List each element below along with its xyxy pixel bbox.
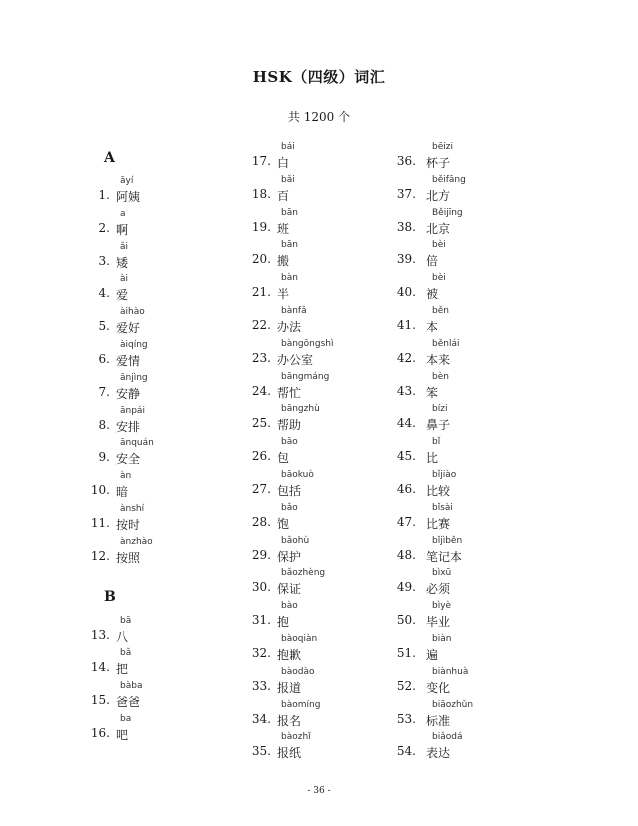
entry-number: 48. (396, 547, 416, 562)
chinese-word: 阿姨 (116, 190, 141, 204)
vocab-entry (243, 667, 383, 699)
vocab-entry (243, 503, 383, 535)
entry-number: 42. (396, 350, 416, 365)
entry-number: 24. (251, 383, 271, 398)
pinyin: biàn (432, 634, 452, 644)
chinese-word: 安静 (116, 386, 141, 401)
chinese-word: 按时 (116, 518, 141, 532)
chinese-word: 把 (116, 662, 129, 677)
entry-number: 39. (396, 252, 416, 267)
chinese-word: 遍 (426, 648, 439, 662)
pinyin: bāngzhù (281, 404, 320, 415)
chinese-word: 本 (426, 320, 439, 334)
vocab-entry (388, 667, 528, 699)
pinyin: ànshí (120, 504, 145, 514)
pinyin: bǐjiào (432, 470, 457, 480)
chinese-word: 保护 (277, 549, 302, 564)
entry-number: 15. (90, 693, 110, 708)
chinese-word: 倍 (426, 254, 439, 269)
entry-number: 5. (98, 319, 110, 334)
chinese-word: 八 (116, 629, 129, 644)
chinese-word: 百 (277, 188, 290, 203)
pinyin: bēizi (432, 142, 453, 152)
vocab-entry (388, 306, 528, 338)
vocab-entry (388, 634, 528, 666)
entry-number: 54. (396, 744, 416, 759)
pinyin: bèn (432, 371, 449, 382)
entry-number: 23. (251, 350, 271, 365)
entry-number: 11. (90, 516, 110, 530)
pinyin: āyí (120, 176, 134, 186)
vocab-entry (82, 438, 222, 470)
vocab-entry (243, 273, 383, 305)
vocab-entry (388, 372, 528, 404)
chinese-word: 包括 (277, 484, 302, 498)
pinyin: bèi (432, 240, 446, 251)
entry-number: 1. (98, 188, 110, 202)
chinese-word: 报名 (277, 713, 302, 728)
vocab-entry (388, 470, 528, 502)
pinyin: biànhuà (432, 666, 469, 677)
entry-number: 14. (90, 660, 110, 675)
pinyin: bàozhǐ (281, 732, 311, 743)
pinyin: bàn (281, 273, 298, 284)
vocab-entry (82, 340, 222, 372)
page-number: - 36 - (307, 786, 331, 796)
chinese-word: 变化 (426, 680, 451, 695)
entry-number: 46. (396, 482, 416, 496)
entry-number: 9. (98, 450, 110, 465)
entry-number: 37. (396, 186, 416, 201)
chinese-word: 毕业 (426, 615, 451, 630)
vocab-entry (82, 504, 222, 536)
entry-number: 31. (251, 613, 271, 628)
pinyin: àn (120, 471, 132, 482)
entry-number: 43. (396, 383, 416, 398)
vocab-entry (243, 208, 383, 240)
chinese-word: 表达 (426, 746, 451, 761)
entry-number: 20. (251, 252, 271, 267)
pinyin: bǐsài (432, 502, 453, 513)
pinyin: bǎohù (281, 535, 310, 546)
pinyin: ǎi (120, 241, 129, 252)
vocab-entry (388, 700, 528, 732)
chinese-word: 搬 (277, 254, 290, 269)
entry-number: 4. (98, 286, 110, 301)
pinyin: ānquán (120, 438, 154, 449)
chinese-word: 安全 (116, 452, 141, 467)
vocab-entry (388, 273, 528, 305)
entry-number: 2. (98, 220, 110, 235)
chinese-word: 爱好 (116, 321, 141, 336)
entry-number: 7. (98, 384, 110, 399)
pinyin: bǎozhèng (281, 568, 326, 579)
pinyin: bàoqiàn (281, 634, 318, 644)
vocab-entry (388, 175, 528, 207)
entry-number: 53. (396, 711, 416, 726)
pinyin: bā (120, 615, 132, 626)
vocab-entry (243, 142, 383, 174)
pinyin: bàomíng (281, 699, 321, 710)
pinyin: bèi (432, 273, 446, 284)
pinyin: àiqíng (120, 340, 148, 350)
entry-number: 18. (251, 186, 271, 201)
pinyin: bān (281, 207, 298, 218)
pinyin: ànzhào (120, 536, 153, 547)
chinese-word: 白 (277, 156, 290, 170)
chinese-word: 笔记本 (426, 549, 463, 564)
entry-number: 22. (251, 318, 271, 332)
chinese-word: 饱 (277, 516, 290, 531)
entry-number: 47. (396, 514, 416, 529)
vocab-entry (243, 240, 383, 272)
chinese-word: 吧 (116, 728, 129, 742)
chinese-word: 啊 (116, 222, 129, 237)
entry-number: 34. (251, 711, 271, 726)
vocab-entry (82, 209, 222, 241)
chinese-word: 抱 (277, 615, 290, 630)
entry-number: 35. (251, 744, 271, 759)
pinyin: Běijīng (432, 207, 463, 218)
vocab-entry (243, 437, 383, 469)
vocab-entry (82, 307, 222, 339)
pinyin: bān (281, 240, 298, 251)
chinese-word: 按照 (116, 550, 141, 565)
pinyin: bǎo (281, 502, 298, 513)
pinyin: bào (281, 601, 298, 612)
pinyin: bái (281, 142, 295, 152)
entry-number: 26. (251, 449, 271, 464)
entry-number: 19. (251, 219, 271, 234)
vocab-entry (388, 536, 528, 568)
chinese-word: 办法 (277, 320, 302, 334)
entry-number: 3. (98, 253, 110, 268)
entry-number: 13. (90, 627, 110, 642)
chinese-word: 安排 (116, 419, 141, 434)
entry-number: 40. (396, 285, 416, 300)
pinyin: bízi (432, 404, 448, 415)
chinese-word: 被 (426, 287, 439, 302)
vocab-entry (243, 175, 383, 207)
vocab-entry (243, 470, 383, 502)
entry-number: 38. (396, 219, 416, 234)
chinese-word: 矮 (116, 255, 129, 270)
chinese-word: 帮忙 (277, 385, 302, 400)
pinyin: bāngmáng (281, 371, 330, 382)
entry-number: 41. (396, 318, 416, 332)
entry-number: 33. (251, 678, 271, 693)
vocab-entry (82, 681, 222, 713)
vocab-entry (388, 142, 528, 174)
vocab-entry (388, 503, 528, 535)
entry-number: 36. (396, 154, 416, 168)
vocab-entry (388, 404, 528, 436)
entry-number: 17. (251, 154, 271, 168)
section-heading-a: A (104, 150, 115, 166)
chinese-word: 北方 (426, 188, 451, 203)
chinese-word: 比较 (426, 484, 451, 498)
vocab-entry (82, 616, 222, 648)
vocab-entry (243, 700, 383, 732)
pinyin: bàba (120, 681, 143, 692)
chinese-word: 标准 (426, 713, 451, 728)
vocab-entry (388, 208, 528, 240)
pinyin: bāo (281, 437, 298, 448)
entry-number: 21. (251, 285, 271, 300)
chinese-word: 班 (277, 221, 290, 236)
pinyin: bàodào (281, 666, 315, 677)
chinese-word: 爸爸 (116, 695, 141, 710)
entry-number: 50. (396, 613, 416, 628)
chinese-word: 办公室 (277, 352, 314, 367)
pinyin: àihào (120, 307, 145, 318)
chinese-word: 爱 (116, 288, 129, 303)
vocab-entry (82, 274, 222, 306)
chinese-word: 暗 (116, 485, 129, 500)
pinyin: ānpái (120, 405, 145, 416)
pinyin: bàngōngshì (281, 338, 334, 349)
pinyin: bǐ (432, 437, 441, 448)
entry-number: 29. (251, 547, 271, 562)
entry-number: 44. (396, 416, 416, 431)
pinyin: běnlái (432, 338, 460, 349)
chinese-word: 帮助 (277, 418, 302, 433)
entry-number: 16. (90, 726, 110, 740)
pinyin: a (120, 208, 126, 219)
vocab-entry (388, 339, 528, 371)
pinyin: běn (432, 306, 449, 316)
vocab-entry (82, 373, 222, 405)
chinese-word: 鼻子 (426, 418, 451, 433)
entry-number: 27. (251, 482, 271, 496)
vocab-entry (388, 732, 528, 764)
entry-number: 51. (396, 646, 416, 660)
chinese-word: 报道 (277, 680, 302, 695)
pinyin: bǐjìběn (432, 535, 463, 546)
pinyin: bāokuò (281, 470, 314, 480)
pinyin: bìyè (432, 601, 452, 612)
vocab-entry (82, 537, 222, 569)
pinyin: biāozhǔn (432, 699, 474, 710)
vocab-entry (82, 242, 222, 274)
vocab-entry (82, 648, 222, 680)
chinese-word: 报纸 (277, 746, 302, 761)
entry-number: 25. (251, 416, 271, 431)
entry-number: 8. (98, 417, 110, 432)
vocab-entry (82, 471, 222, 503)
vocab-entry (388, 601, 528, 633)
pinyin: bǎ (120, 648, 132, 659)
vocab-entry (243, 732, 383, 764)
page-title: HSK（四级）词汇 (252, 68, 386, 86)
pinyin: bànfǎ (281, 306, 307, 316)
chinese-word: 抱歉 (277, 648, 302, 662)
vocab-entry (243, 372, 383, 404)
entry-number: 52. (396, 678, 416, 693)
pinyin: běifāng (432, 174, 466, 185)
vocab-entry (243, 306, 383, 338)
entry-number: 45. (396, 449, 416, 464)
vocab-entry (243, 404, 383, 436)
pinyin: ānjìng (120, 372, 148, 383)
entry-number: 6. (98, 352, 110, 366)
entry-number: 28. (251, 514, 271, 529)
vocab-entry (388, 437, 528, 469)
vocab-entry (243, 601, 383, 633)
pinyin: biǎodá (432, 732, 463, 743)
pinyin: bǎi (281, 174, 295, 185)
vocab-entry (243, 634, 383, 666)
vocab-entry (82, 176, 222, 208)
vocab-entry (388, 568, 528, 600)
chinese-word: 北京 (426, 221, 451, 236)
entry-number: 49. (396, 580, 416, 595)
chinese-word: 保证 (277, 582, 302, 597)
chinese-word: 比赛 (426, 516, 451, 531)
pinyin: ba (120, 714, 132, 724)
vocab-entry (82, 714, 222, 746)
chinese-word: 比 (426, 451, 439, 466)
vocab-entry (243, 339, 383, 371)
entry-number: 30. (251, 580, 271, 595)
page-subtitle: 共 1200 个 (287, 110, 351, 124)
chinese-word: 包 (277, 451, 290, 466)
entry-number: 12. (90, 548, 110, 563)
vocab-entry (82, 406, 222, 438)
vocab-entry (388, 240, 528, 272)
entry-number: 10. (90, 483, 110, 498)
chinese-word: 半 (277, 287, 290, 302)
pinyin: bìxū (432, 568, 452, 579)
chinese-word: 爱情 (116, 354, 141, 368)
vocab-entry (243, 536, 383, 568)
chinese-word: 杯子 (426, 156, 451, 170)
entry-number: 32. (251, 646, 271, 660)
chinese-word: 必须 (426, 582, 451, 597)
chinese-word: 笨 (426, 385, 439, 400)
pinyin: ài (120, 274, 129, 285)
chinese-word: 本来 (426, 352, 451, 367)
vocab-entry (243, 568, 383, 600)
section-heading-b: B (104, 589, 116, 605)
